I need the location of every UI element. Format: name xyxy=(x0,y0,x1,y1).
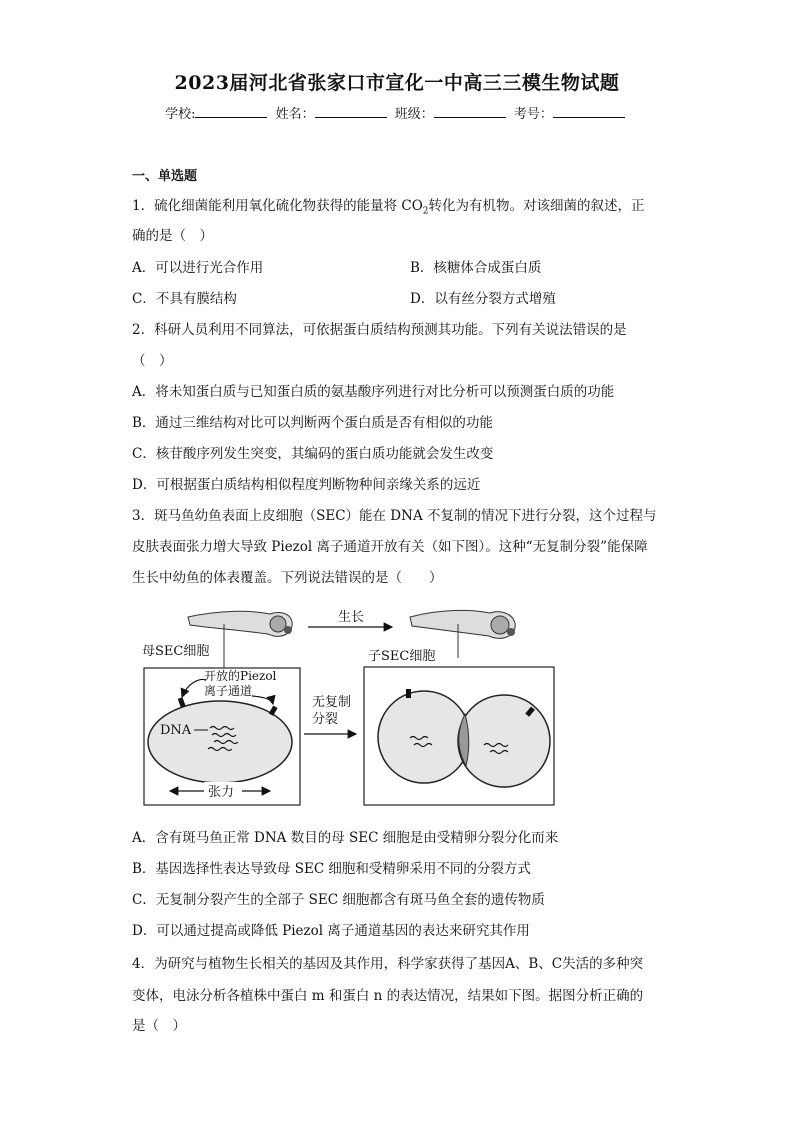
exam-no-label: 考号： xyxy=(513,107,553,122)
q4-stem-line3: 是（ ） xyxy=(132,1018,186,1034)
class-label: 班级： xyxy=(394,107,434,122)
tension-label: 张力 xyxy=(208,785,235,800)
name-blank[interactable] xyxy=(315,105,387,118)
child-sec-label: 子SEC细胞 xyxy=(368,649,436,664)
channel-label-2: 离子通道 xyxy=(204,684,253,698)
q1-stem-text: 1．硫化细菌能利用氧化硫化物获得的能量将 CO xyxy=(132,198,423,214)
mother-sec-label: 母SEC细胞 xyxy=(142,644,210,659)
q2-option-d: D．可根据蛋白质结构相似程度判断物种间亲缘关系的远近 xyxy=(132,477,481,493)
q3-stem-line3: 生长中幼鱼的体表覆盖。下列说法错误的是（ ） xyxy=(132,570,443,586)
q3-option-b: B．基因选择性表达导致母 SEC 细胞和受精卵采用不同的分裂方式 xyxy=(132,861,531,877)
q3-stem-line1: 3．斑马鱼幼鱼表面上皮细胞（SEC）能在 DNA 不复制的情况下进行分裂，这个过程与 xyxy=(132,508,657,524)
q2-stem-line2: （ ） xyxy=(132,353,173,369)
q2-option-a: A．将未知蛋白质与已知蛋白质的氨基酸序列进行对比分析可以预测蛋白质的功能 xyxy=(132,384,615,400)
name-label: 姓名： xyxy=(275,107,315,122)
dna-label: DNA xyxy=(160,723,192,738)
q1-option-b: B．核糖体合成蛋白质 xyxy=(410,260,542,276)
q4-stem-line1: 4．为研究与植物生长相关的基因及其作用，科学家获得了基因A、B、C失活的多种突 xyxy=(132,956,644,972)
q1-stem-line2: 确的是（ ） xyxy=(132,228,213,244)
section-heading: 一、单选题 xyxy=(132,169,198,184)
q3-stem-line2: 皮肤表面张力增大导致 Piezol 离子通道开放有关（如下图）。这种“无复制分裂”能保障 xyxy=(132,539,648,555)
co2-subscript: 2 xyxy=(422,206,429,217)
q1-stem-text-end: 转化为有机物。对该细菌的叙述，正 xyxy=(428,198,645,214)
q1-option-a: A．可以进行光合作用 xyxy=(132,260,264,276)
q3-option-c: C．无复制分裂产生的全部子 SEC 细胞都含有斑马鱼全套的遗传物质 xyxy=(132,892,545,908)
no-replication-label-2: 分裂 xyxy=(312,712,339,727)
school-label: 学校: xyxy=(165,107,196,122)
sec-division-figure xyxy=(140,600,560,810)
channel-label-1: 开放的Piezol xyxy=(204,669,277,683)
q2-stem-line1: 2．科研人员利用不同算法，可依据蛋白质结构预测其功能。下列有关说法错误的是 xyxy=(132,322,627,338)
no-replication-label-1: 无复制 xyxy=(312,695,352,710)
q2-option-c: C．核苷酸序列发生突变，其编码的蛋白质功能就会发生改变 xyxy=(132,446,494,462)
q1-stem-line1 xyxy=(132,194,645,217)
growth-label: 生长 xyxy=(338,610,365,625)
q4-stem-line2: 变体，电泳分析各植株中蛋白 m 和蛋白 n 的表达情况，结果如下图。据图分析正确的 xyxy=(132,988,644,1004)
larva-left-icon xyxy=(188,611,292,636)
child-sec-cell-right xyxy=(458,695,550,787)
school-blank[interactable] xyxy=(195,105,267,118)
q2-option-b: B．通过三维结构对比可以判断两个蛋白质是否有相似的功能 xyxy=(132,415,493,431)
q1-option-d: D．以有丝分裂方式增殖 xyxy=(410,291,556,307)
page-title: 2023届河北省张家口市宣化一中高三三模生物试题 xyxy=(174,72,620,94)
piezol-channel-icon xyxy=(406,689,411,698)
class-blank[interactable] xyxy=(434,105,506,118)
q3-option-a: A．含有斑马鱼正常 DNA 数目的母 SEC 细胞是由受精卵分裂分化而来 xyxy=(132,830,559,846)
q3-option-d: D．可以通过提高或降低 Piezol 离子通道基因的表达来研究其作用 xyxy=(132,923,530,939)
exam-no-blank[interactable] xyxy=(553,105,625,118)
student-info-row xyxy=(0,103,794,122)
q1-option-c: C．不具有膜结构 xyxy=(132,291,237,307)
larva-right-icon xyxy=(410,610,515,638)
